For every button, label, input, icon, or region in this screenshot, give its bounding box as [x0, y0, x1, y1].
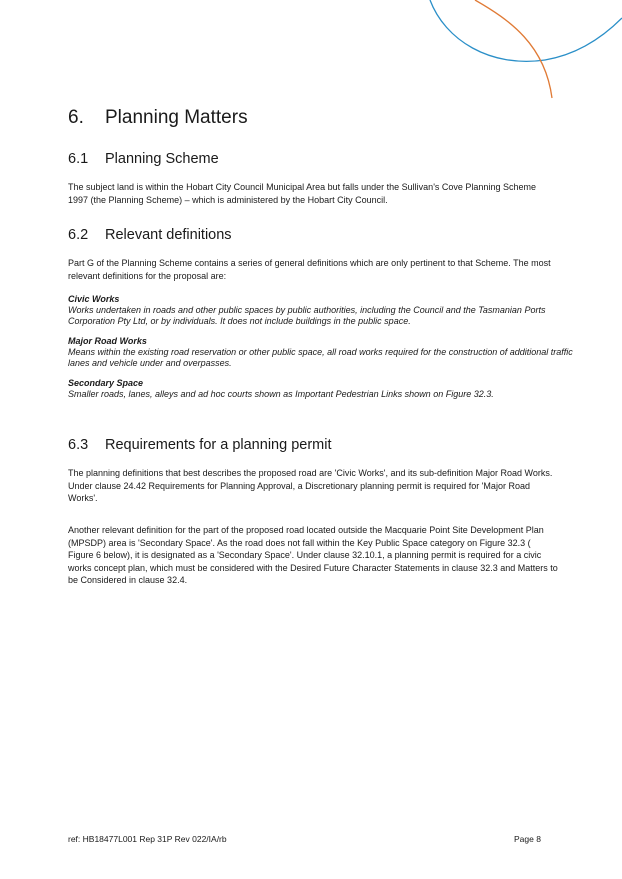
- blue-arc: [430, 0, 622, 61]
- section-title: Planning Matters: [105, 107, 248, 128]
- subsection-heading-6-3: [68, 437, 331, 453]
- decorative-arcs: [0, 0, 622, 110]
- subsection-title: Relevant definitions: [105, 227, 232, 243]
- paragraph: The planning definitions that best describes the proposed road are 'Civic Works', and its sub-definition Major Road Works. Under clause 24.42 Requirements for Planning Approval, a Discretionary planning permit is required for 'Major Road Works'.: [68, 468, 553, 503]
- subsection-number: 6.2: [68, 227, 89, 243]
- paragraph: Another relevant definition for the part of the proposed road located outside the Macquarie Point Site Development Plan (MPSDP) area is 'Secondary Space'. As the road does not fall within the Key Public Space category on Figure 32.3 ( Figure 6 below), it is designated as a 'Secondary Space'. Under clause 32.10.1, a planning permit is required for a civic works concept plan, which must be considered with the Desired Future Character Statements in clause 32.3 and Matters to be Considered in clause 32.4.: [68, 525, 558, 585]
- definition-term: Secondary Space: [68, 378, 144, 388]
- page-number: Page 8: [514, 834, 541, 844]
- subsection-number: 6.1: [68, 151, 89, 167]
- definition-text: Works undertaken in roads and other public spaces by public authorities, including the Council and the Tasmanian Ports Corporation Pty Ltd, or by individuals. It does not include buildings in the public space.: [68, 305, 546, 326]
- section-number: 6.: [68, 107, 84, 128]
- orange-arc: [475, 0, 552, 98]
- definition-term: Major Road Works: [68, 336, 147, 346]
- definition-text: Smaller roads, lanes, alleys and ad hoc courts shown as Important Pedestrian Links shown on Figure 32.3.: [68, 389, 494, 399]
- definition-item: [68, 294, 578, 327]
- definitions-list: [68, 294, 578, 409]
- subsection-number: 6.3: [68, 437, 89, 453]
- footer-reference: ref: HB18477L001 Rep 31P Rev 022/IA/rb: [68, 834, 227, 844]
- subsection-title: Planning Scheme: [105, 151, 219, 167]
- definition-item: [68, 378, 578, 400]
- definition-item: [68, 336, 578, 369]
- paragraph: The subject land is within the Hobart City Council Municipal Area but falls under the Sullivan's Cove Planning Scheme 1997 (the Planning Scheme) – which is administered by the Hobart City Council.: [68, 182, 536, 205]
- definition-text: Means within the existing road reservation or other public space, all road works required for the construction of additional traffic lanes and vehicle under and overpasses.: [68, 347, 573, 368]
- subsection-title: Requirements for a planning permit: [105, 437, 332, 453]
- definition-term: Civic Works: [68, 294, 120, 304]
- subsection-heading-6-2: [68, 227, 232, 243]
- subsection-heading-6-1: [68, 151, 219, 167]
- section-heading: [68, 107, 248, 129]
- paragraph: Part G of the Planning Scheme contains a series of general definitions which are only pertinent to that Scheme. The most relevant definitions for the proposal are:: [68, 258, 551, 281]
